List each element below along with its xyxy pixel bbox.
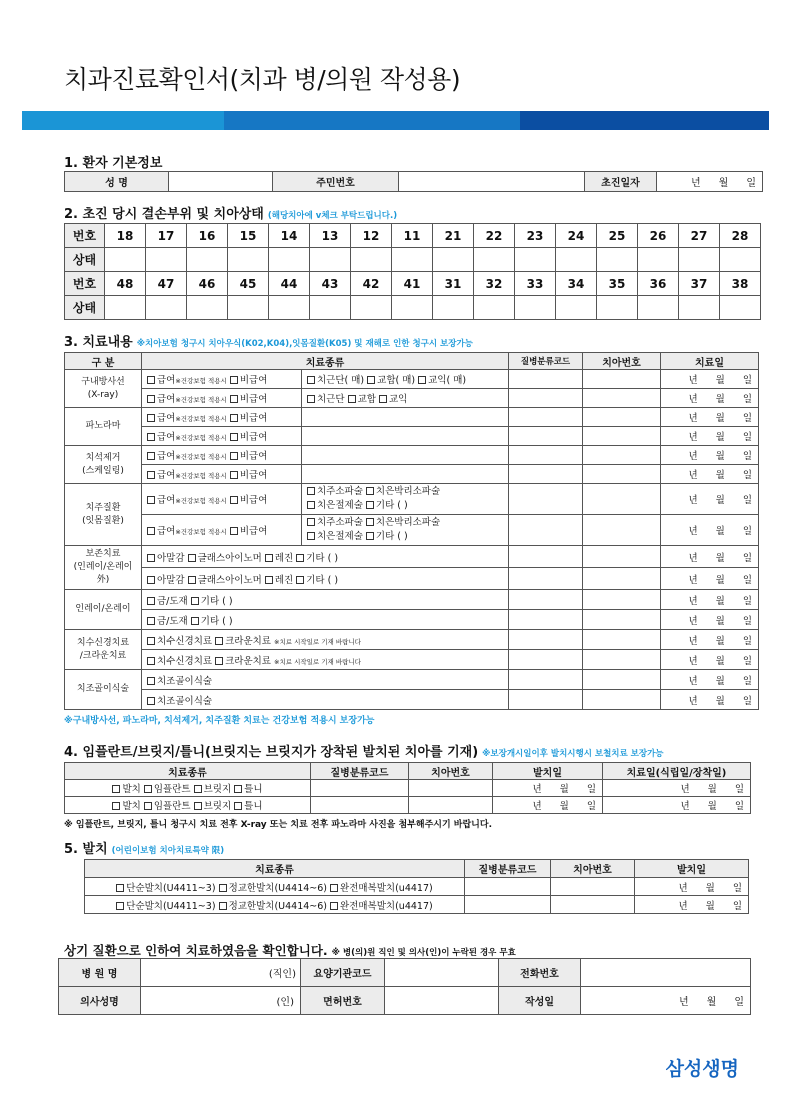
pay-type-cell: 급여※건강보험 적용시 비급여 [142, 370, 302, 389]
tooth-field[interactable] [583, 630, 661, 650]
checkbox[interactable] [366, 487, 374, 495]
tooth-state-cell[interactable] [146, 296, 187, 320]
tooth-number: 38 [720, 272, 761, 296]
checkbox[interactable] [147, 657, 155, 665]
checkbox[interactable] [234, 785, 242, 793]
section4-footnote: ※ 임플란트, 브릿지, 틀니 청구시 치료 전후 X-ray 또는 치료 전후 파노라마 사진을 첨부해주시기 바랍니다. [64, 820, 492, 830]
checkbox[interactable] [144, 802, 152, 810]
date-field[interactable]: 년 월 일 [635, 878, 749, 896]
checkbox[interactable] [367, 376, 375, 384]
tooth-field[interactable] [583, 610, 661, 630]
category-resto: 보존치료 (인레이/온레이 外) [65, 546, 142, 590]
tooth-field[interactable] [583, 427, 661, 446]
perio-options: 치주소파술 치은박리소파술 치은절제술 기타 ( ) [302, 484, 509, 515]
first-visit-label: 초진일자 [585, 172, 657, 192]
tooth-number: 46 [187, 272, 228, 296]
band-segment-2 [224, 111, 520, 130]
teeth-chart [64, 223, 761, 320]
checkbox[interactable] [230, 471, 238, 479]
rrn-label: 주민번호 [273, 172, 399, 192]
tooth-number: 14 [269, 224, 310, 248]
tooth-state-cell[interactable] [310, 248, 351, 272]
checkbox[interactable] [366, 518, 374, 526]
checkbox[interactable] [191, 597, 199, 605]
prostho-options: 치수신경치료 크라운치료 ※치료 시작일로 기재 바랍니다 [142, 630, 509, 650]
tooth-state-cell[interactable] [310, 296, 351, 320]
tooth-number: 27 [679, 224, 720, 248]
col-tooth: 치아번호 [551, 860, 635, 878]
phone-field[interactable] [581, 959, 751, 987]
num-label: 번호 [65, 224, 105, 248]
checkbox[interactable] [147, 697, 155, 705]
checkbox[interactable] [144, 785, 152, 793]
date-field[interactable]: 년 월 일 [493, 797, 603, 814]
tooth-number: 17 [146, 224, 187, 248]
tooth-state-cell[interactable] [679, 248, 720, 272]
tooth-state-cell[interactable] [187, 296, 228, 320]
checkbox[interactable] [307, 395, 315, 403]
date-field[interactable]: 년 월 일 [661, 546, 759, 568]
checkbox[interactable] [219, 884, 227, 892]
checkbox[interactable] [112, 802, 120, 810]
tooth-state-cell[interactable] [638, 296, 679, 320]
xray-options: 치근단( 매) 교합( 매) 교익( 매) [302, 370, 509, 389]
checkbox[interactable] [147, 414, 155, 422]
tooth-state-cell[interactable] [105, 296, 146, 320]
tooth-field[interactable] [583, 650, 661, 670]
checkbox[interactable] [194, 785, 202, 793]
checkbox[interactable] [147, 617, 155, 625]
tooth-number: 24 [556, 224, 597, 248]
checkbox[interactable] [418, 376, 426, 384]
checkbox[interactable] [147, 677, 155, 685]
checkbox[interactable] [194, 802, 202, 810]
checkbox[interactable] [234, 802, 242, 810]
col-extraction-date: 발치일 [635, 860, 749, 878]
tooth-number: 18 [105, 224, 146, 248]
state-label: 상태 [65, 296, 105, 320]
date-field[interactable]: 년 월 일 [661, 408, 759, 427]
tooth-field[interactable] [583, 690, 661, 710]
blank-cell [302, 465, 509, 484]
tooth-state-cell[interactable] [392, 296, 433, 320]
code-field[interactable] [509, 590, 583, 610]
tooth-state-cell[interactable] [269, 248, 310, 272]
tooth-number: 47 [146, 272, 187, 296]
date-field[interactable]: 년 월 일 [661, 446, 759, 465]
tooth-field[interactable] [583, 408, 661, 427]
tooth-field[interactable] [551, 878, 635, 896]
tooth-number: 25 [597, 224, 638, 248]
pay-type-cell: 급여※건강보험 적용시 비급여 [142, 515, 302, 546]
tooth-number: 45 [228, 272, 269, 296]
code-field[interactable] [509, 446, 583, 465]
tooth-number: 35 [597, 272, 638, 296]
checkbox[interactable] [366, 532, 374, 540]
implant-options: 발치 임플란트 브릿지 틀니 [65, 797, 311, 814]
tooth-number: 33 [515, 272, 556, 296]
tooth-field[interactable] [551, 896, 635, 914]
checkbox[interactable] [147, 471, 155, 479]
checkbox[interactable] [147, 554, 155, 562]
checkbox[interactable] [230, 452, 238, 460]
tooth-number: 31 [433, 272, 474, 296]
col-tooth: 치아번호 [583, 353, 661, 370]
perio-options: 치주소파술 치은박리소파술 치은절제술 기타 ( ) [302, 515, 509, 546]
hospital-field[interactable]: (직인) [141, 959, 301, 987]
first-visit-field[interactable]: 년 월 일 [657, 172, 763, 192]
col-date: 치료일 [661, 353, 759, 370]
checkbox[interactable] [215, 657, 223, 665]
checkbox[interactable] [147, 527, 155, 535]
tooth-state-cell[interactable] [392, 248, 433, 272]
tooth-field[interactable] [583, 670, 661, 690]
checkbox[interactable] [230, 496, 238, 504]
section1-heading: 1. 환자 기본정보 [64, 156, 163, 171]
col-extraction-date: 발치일 [493, 763, 603, 780]
doctor-label: 의사성명 [59, 987, 141, 1015]
written-date-label: 작성일 [499, 987, 581, 1015]
tooth-number: 21 [433, 224, 474, 248]
tooth-number: 26 [638, 224, 679, 248]
code-field[interactable] [509, 408, 583, 427]
category-pano: 파노라마 [65, 408, 142, 446]
tooth-number: 43 [310, 272, 351, 296]
blank-cell [302, 446, 509, 465]
checkbox[interactable] [330, 902, 338, 910]
blank-cell [302, 427, 509, 446]
tooth-state-cell[interactable] [515, 296, 556, 320]
tooth-number: 48 [105, 272, 146, 296]
tooth-state-cell[interactable] [228, 296, 269, 320]
tooth-state-cell[interactable] [187, 248, 228, 272]
brand-logo: 삼성생명 [665, 1058, 739, 1080]
inlay-options: 금/도재 기타 ( ) [142, 610, 509, 630]
checkbox[interactable] [147, 496, 155, 504]
date-field[interactable]: 년 월 일 [603, 780, 751, 797]
code-field[interactable] [509, 484, 583, 515]
pay-type-cell: 급여※건강보험 적용시 비급여 [142, 446, 302, 465]
code-field[interactable] [465, 896, 551, 914]
tooth-field[interactable] [583, 446, 661, 465]
rrn-field[interactable] [399, 172, 585, 192]
code-field[interactable] [509, 568, 583, 590]
date-field[interactable]: 년 월 일 [661, 690, 759, 710]
code-field[interactable] [311, 780, 409, 797]
section4-heading: 4. 임플란트/브릿지/틀니(브릿지는 브릿지가 장착된 발치된 치아를 기재) ※보장개시일이후 발치시행시 보철치료 보장가능 [64, 745, 664, 760]
code-field[interactable] [311, 797, 409, 814]
col-category: 구 분 [65, 353, 142, 370]
checkbox[interactable] [307, 376, 315, 384]
checkbox[interactable] [296, 576, 304, 584]
category-scaling: 치석제거 (스케일링) [65, 446, 142, 484]
tooth-field[interactable] [583, 546, 661, 568]
col-treatment-date: 치료일(식립일/장착일) [603, 763, 751, 780]
category-perio: 치주질환 (잇몸질환) [65, 484, 142, 546]
checkbox[interactable] [147, 597, 155, 605]
checkbox[interactable] [379, 395, 387, 403]
state-label: 상태 [65, 248, 105, 272]
code-field[interactable] [509, 427, 583, 446]
date-field[interactable]: 년 월 일 [661, 650, 759, 670]
org-code-label: 요양기관코드 [301, 959, 385, 987]
date-field[interactable]: 년 월 일 [661, 568, 759, 590]
tooth-field[interactable] [583, 590, 661, 610]
checkbox[interactable] [230, 395, 238, 403]
tooth-number: 28 [720, 224, 761, 248]
checkbox[interactable] [230, 376, 238, 384]
tooth-number: 36 [638, 272, 679, 296]
org-code-field[interactable] [385, 959, 499, 987]
tooth-state-cell[interactable] [720, 248, 761, 272]
tooth-state-cell[interactable] [269, 296, 310, 320]
tooth-number: 42 [351, 272, 392, 296]
implant-options: 발치 임플란트 브릿지 틀니 [65, 780, 311, 797]
section3-heading: 3. 치료내용 ※치아보험 청구시 치아우식(K02,K04),잇몸질환(K05) 및 재해로 인한 청구시 보장가능 [64, 335, 473, 350]
pay-type-cell: 급여※건강보험 적용시 비급여 [142, 427, 302, 446]
checkbox[interactable] [366, 501, 374, 509]
extraction-options: 단순발치(U4411~3) 정교한발치(U4414~6) 완전매복발치(u4417) [85, 896, 465, 914]
tooth-state-cell[interactable] [556, 248, 597, 272]
code-field[interactable] [509, 546, 583, 568]
code-field[interactable] [465, 878, 551, 896]
tooth-field[interactable] [409, 797, 493, 814]
tooth-state-cell[interactable] [474, 248, 515, 272]
tooth-number: 12 [351, 224, 392, 248]
blank-cell [302, 408, 509, 427]
checkbox[interactable] [147, 395, 155, 403]
tooth-state-cell[interactable] [474, 296, 515, 320]
date-field[interactable]: 년 월 일 [661, 670, 759, 690]
tooth-state-cell[interactable] [556, 296, 597, 320]
code-field[interactable] [509, 670, 583, 690]
checkbox[interactable] [230, 433, 238, 441]
checkbox[interactable] [112, 785, 120, 793]
date-field[interactable]: 년 월 일 [661, 427, 759, 446]
pay-type-cell: 급여※건강보험 적용시 비급여 [142, 408, 302, 427]
checkbox[interactable] [307, 501, 315, 509]
tooth-number: 34 [556, 272, 597, 296]
graft-options: 치조골이식술 [142, 690, 509, 710]
pay-type-cell: 급여※건강보험 적용시 비급여 [142, 465, 302, 484]
tooth-number: 11 [392, 224, 433, 248]
name-field[interactable] [169, 172, 273, 192]
checkbox[interactable] [307, 487, 315, 495]
tooth-number: 23 [515, 224, 556, 248]
tooth-state-cell[interactable] [515, 248, 556, 272]
tooth-field[interactable] [583, 465, 661, 484]
tooth-number: 41 [392, 272, 433, 296]
checkbox[interactable] [188, 554, 196, 562]
hospital-label: 병 원 명 [59, 959, 141, 987]
checkbox[interactable] [215, 637, 223, 645]
tooth-number: 22 [474, 224, 515, 248]
date-field[interactable]: 년 월 일 [493, 780, 603, 797]
tooth-number: 32 [474, 272, 515, 296]
inlay-options: 금/도재 기타 ( ) [142, 590, 509, 610]
tooth-state-cell[interactable] [720, 296, 761, 320]
prostho-options: 치수신경치료 크라운치료 ※치료 시작일로 기재 바랍니다 [142, 650, 509, 670]
col-treatment: 치료종류 [85, 860, 465, 878]
patient-info-table [64, 171, 763, 192]
tooth-field[interactable] [409, 780, 493, 797]
date-field[interactable]: 년 월 일 [661, 515, 759, 546]
checkbox[interactable] [265, 554, 273, 562]
tooth-state-cell[interactable] [433, 248, 474, 272]
col-tooth: 치아번호 [409, 763, 493, 780]
tooth-field[interactable] [583, 568, 661, 590]
implant-table [64, 762, 751, 814]
checkbox[interactable] [307, 532, 315, 540]
category-inlay: 인레이/온레이 [65, 590, 142, 630]
tooth-field[interactable] [583, 515, 661, 546]
tooth-state-cell[interactable] [597, 296, 638, 320]
tooth-field[interactable] [583, 389, 661, 408]
num-label: 번호 [65, 272, 105, 296]
tooth-state-cell[interactable] [228, 248, 269, 272]
checkbox[interactable] [147, 376, 155, 384]
section5-heading: 5. 발치 (어린이보험 치아치료특약 限) [64, 842, 225, 857]
col-code: 질병분류코드 [465, 860, 551, 878]
category-xray: 구내방사선 (X-ray) [65, 370, 142, 408]
treatment-table [64, 352, 759, 710]
checkbox[interactable] [147, 452, 155, 460]
tooth-state-cell[interactable] [351, 248, 392, 272]
tooth-field[interactable] [583, 484, 661, 515]
phone-label: 전화번호 [499, 959, 581, 987]
license-label: 면허번호 [301, 987, 385, 1015]
tooth-state-cell[interactable] [638, 248, 679, 272]
date-field[interactable]: 년 월 일 [661, 590, 759, 610]
col-code: 질병분류코드 [509, 353, 583, 370]
name-label: 성 명 [65, 172, 169, 192]
tooth-number: 44 [269, 272, 310, 296]
date-field[interactable]: 년 월 일 [603, 797, 751, 814]
written-date-field[interactable]: 년 월 일 [581, 987, 751, 1015]
category-graft: 치조골이식술 [65, 670, 142, 710]
signature-table [58, 958, 751, 1015]
tooth-state-cell[interactable] [146, 248, 187, 272]
checkbox[interactable] [147, 576, 155, 584]
doctor-field[interactable]: (인) [141, 987, 301, 1015]
xray-options: 치근단 교합 교익 [302, 389, 509, 408]
checkbox[interactable] [188, 576, 196, 584]
code-field[interactable] [509, 465, 583, 484]
graft-options: 치조골이식술 [142, 670, 509, 690]
checkbox[interactable] [230, 527, 238, 535]
date-field[interactable]: 년 월 일 [661, 610, 759, 630]
code-field[interactable] [509, 370, 583, 389]
resto-options: 아말감 글래스아이노머 레진 기타 ( ) [142, 546, 509, 568]
date-field[interactable]: 년 월 일 [661, 630, 759, 650]
checkbox[interactable] [348, 395, 356, 403]
date-field[interactable]: 년 월 일 [661, 465, 759, 484]
checkbox[interactable] [147, 433, 155, 441]
checkbox[interactable] [116, 902, 124, 910]
tooth-state-cell[interactable] [105, 248, 146, 272]
extraction-options: 단순발치(U4411~3) 정교한발치(U4414~6) 완전매복발치(u4417) [85, 878, 465, 896]
section2-heading: 2. 초진 당시 결손부위 및 치아상태 (해당치아에 v체크 부탁드립니다.) [64, 207, 398, 222]
checkbox[interactable] [116, 884, 124, 892]
checkbox[interactable] [330, 884, 338, 892]
checkbox[interactable] [147, 637, 155, 645]
checkbox[interactable] [296, 554, 304, 562]
code-field[interactable] [509, 690, 583, 710]
checkbox[interactable] [191, 617, 199, 625]
date-field[interactable]: 년 월 일 [635, 896, 749, 914]
band-segment-1 [22, 111, 224, 130]
code-field[interactable] [509, 515, 583, 546]
checkbox[interactable] [219, 902, 227, 910]
checkbox[interactable] [265, 576, 273, 584]
code-field[interactable] [509, 650, 583, 670]
pay-type-cell: 급여※건강보험 적용시 비급여 [142, 389, 302, 408]
tooth-state-cell[interactable] [679, 296, 720, 320]
band-segment-3 [520, 111, 769, 130]
section3-footnote: ※구내방사선, 파노라마, 치석제거, 치주질환 치료는 건강보험 적용시 보장가능 [64, 716, 375, 726]
code-field[interactable] [509, 630, 583, 650]
checkbox[interactable] [307, 518, 315, 526]
header-band [22, 111, 769, 130]
col-treatment: 치료종류 [142, 353, 509, 370]
checkbox[interactable] [230, 414, 238, 422]
tooth-state-cell[interactable] [433, 296, 474, 320]
date-field[interactable]: 년 월 일 [661, 389, 759, 408]
confirmation-statement: 상기 질환으로 인하여 치료하였음을 확인합니다. ※ 병(의)원 직인 및 의사(인)이 누락된 경우 무효 [64, 943, 516, 958]
license-field[interactable] [385, 987, 499, 1015]
tooth-number: 13 [310, 224, 351, 248]
col-treatment: 치료종류 [65, 763, 311, 780]
resto-options: 아말감 글래스아이노머 레진 기타 ( ) [142, 568, 509, 590]
col-code: 질병분류코드 [311, 763, 409, 780]
extraction-table [84, 859, 749, 914]
tooth-state-cell[interactable] [597, 248, 638, 272]
page-title: 치과진료확인서(치과 병/의원 작성용) [64, 65, 461, 94]
tooth-state-cell[interactable] [351, 296, 392, 320]
tooth-number: 16 [187, 224, 228, 248]
date-field[interactable]: 년 월 일 [661, 370, 759, 389]
code-field[interactable] [509, 610, 583, 630]
tooth-number: 37 [679, 272, 720, 296]
date-field[interactable]: 년 월 일 [661, 484, 759, 515]
tooth-field[interactable] [583, 370, 661, 389]
tooth-number: 15 [228, 224, 269, 248]
category-prostho: 치수신경치료 /크라운치료 [65, 630, 142, 670]
pay-type-cell: 급여※건강보험 적용시 비급여 [142, 484, 302, 515]
code-field[interactable] [509, 389, 583, 408]
